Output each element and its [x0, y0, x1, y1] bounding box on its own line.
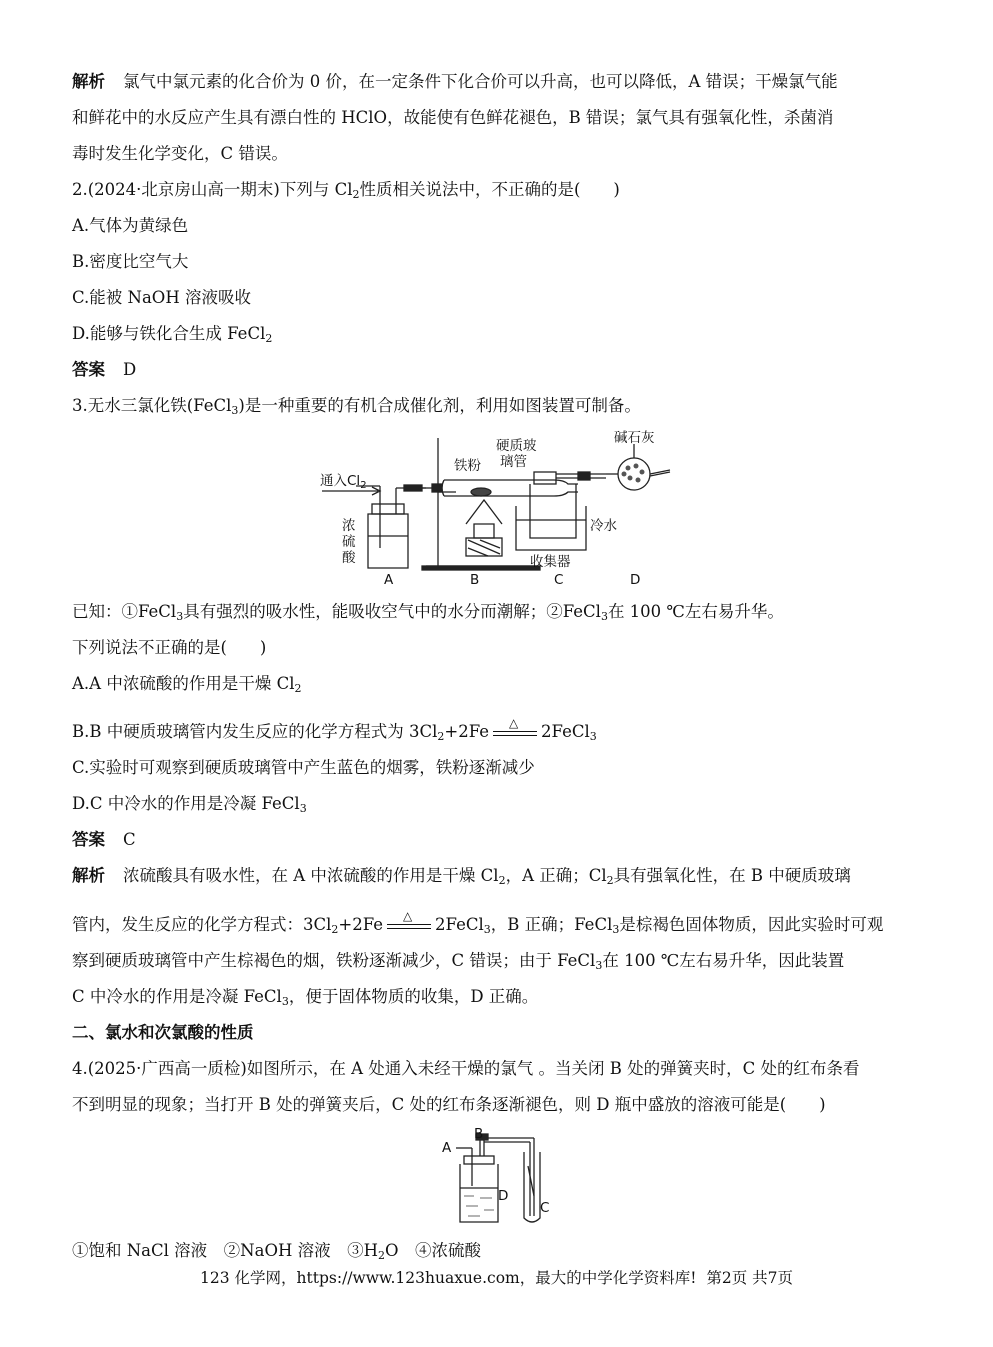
- question-3-option-a: A.A 中浓硫酸的作用是干燥 $Cl_2$: [72, 674, 302, 695]
- question-3-stem: 3.无水三氯化铁(FeCl$_3$)是一种重要的有机合成催化剂，利用如图装置可制备。: [72, 396, 641, 417]
- fig-label-acid-1: 浓: [342, 518, 356, 534]
- fig-label-d: D: [630, 572, 641, 588]
- fig-q4-label-a: A: [442, 1140, 452, 1156]
- explanation-q1-line2: 和鲜花中的水反应产生具有漂白性的 HClO，故能使有色鲜花褪色，B 错误；氯气具有强氧化性，杀菌消: [72, 108, 834, 127]
- fig-label-b: B: [470, 572, 480, 588]
- footer-site: 123 化学网，https://www.123huaxue.com，最大的中学化学资料库!: [200, 1269, 697, 1287]
- question-2-answer: 答案 D: [72, 360, 137, 379]
- heat-equals-sign: △: [491, 726, 539, 740]
- question-3-option-b: B.B 中硬质玻璃管内发生反应的化学方程式为 $3Cl_2+2Fe$ △ 2FeCl$_3$: [72, 715, 597, 743]
- question-3-explanation-line4: C 中冷水的作用是冷凝 FeCl$_3$，便于固体物质的收集，D 正确。: [72, 987, 539, 1008]
- explanation-q1-line3: 毒时发生化学变化，C 错误。: [72, 144, 288, 163]
- fig-label-tube-2: 璃管: [500, 454, 527, 470]
- question-3-option-d: D.C 中冷水的作用是冷凝 FeCl$_3$: [72, 794, 307, 815]
- question-4-line1: 4.(2025·广西高一质检)如图所示，在 A 处通入未经干燥的氯气 。当关闭 B 处的弹簧夹时，C 处的红布条看: [72, 1059, 860, 1078]
- apparatus-diagram-q4: [438, 1126, 558, 1226]
- question-3-answer: 答案 C: [72, 830, 136, 849]
- question-3-explanation-line3: 察到硬质玻璃管中产生棕褐色的烟，铁粉逐渐减少，C 错误；由于 FeCl$_3$在 100 ℃左右易升华，因此装置: [72, 951, 845, 972]
- question-3-explanation-line2: 管内，发生反应的化学方程式：$3Cl_2+2Fe$ △ 2FeCl$_3$，B 正确；FeCl$_3$是棕褐色固体物质，因此实验时可观: [72, 908, 884, 936]
- question-4-options: ①饱和 NaCl 溶液 ②NaOH 溶液 $③H_2O$ ④浓硫酸: [72, 1241, 482, 1262]
- question-2-stem: 2.(2024·北京房山高一期末)下列与 $Cl_2$性质相关说法中，不正确的是( ): [72, 180, 620, 201]
- fig-label-soda-lime: 碱石灰: [614, 430, 655, 446]
- question-3-known: 已知：①FeCl$_3$具有强烈的吸水性，能吸收空气中的水分而潮解；②FeCl$_3$在 100 ℃左右易升华。: [72, 602, 784, 623]
- fig-label-tube-1: 硬质玻: [496, 438, 537, 454]
- fig-q4-label-d: D: [498, 1188, 509, 1204]
- fig-label-c: C: [554, 572, 564, 588]
- question-4-line2: 不到明显的现象；当打开 B 处的弹簧夹后，C 处的红布条逐渐褪色，则 D 瓶中盛放的溶液可能是( ): [72, 1095, 826, 1114]
- question-2-option-d: D.能够与铁化合生成 FeCl$_2$: [72, 324, 273, 345]
- question-2-option-a: A.气体为黄绿色: [72, 216, 189, 235]
- question-3-ask: 下列说法不正确的是( ): [72, 638, 267, 657]
- fig-label-iron-powder: 铁粉: [454, 458, 481, 474]
- footer-page-number: 第2页 共7页: [706, 1269, 793, 1287]
- fig-label-a: A: [384, 572, 394, 588]
- section-2-heading: 二、氯水和次氯酸的性质: [72, 1023, 254, 1042]
- heat-equals-sign-2: △: [385, 919, 433, 933]
- fig-label-acid-2: 硫: [342, 534, 356, 550]
- question-3-explanation-line1: 解析 浓硫酸具有吸水性，在 A 中浓硫酸的作用是干燥 $Cl_2$，A 正确；$Cl_2$具有强氧化性，在 B 中硬质玻璃: [72, 866, 851, 887]
- fig-q4-label-c: C: [540, 1200, 550, 1216]
- fig-label-cold-water: 冷水: [590, 518, 617, 534]
- fig-label-inlet: 通入$Cl_2$: [320, 473, 367, 491]
- question-2-option-b: B.密度比空气大: [72, 252, 189, 271]
- explanation-q1-line1: 解析 氯气中氯元素的化合价为 0 价，在一定条件下化合价可以升高，也可以降低，A 错误；干燥氯气能: [72, 72, 838, 91]
- question-2-option-c: C.能被 NaOH 溶液吸收: [72, 288, 251, 307]
- page-footer: [0, 1266, 993, 1288]
- fig-label-acid-3: 酸: [342, 550, 356, 566]
- explanation-label: 解析: [72, 72, 105, 91]
- apparatus-diagram-q3: [316, 428, 676, 590]
- fig-q4-label-b: B: [474, 1126, 484, 1142]
- question-3-option-c: C.实验时可观察到硬质玻璃管中产生蓝色的烟雾，铁粉逐渐减少: [72, 758, 535, 777]
- fig-label-collector: 收集器: [530, 554, 571, 570]
